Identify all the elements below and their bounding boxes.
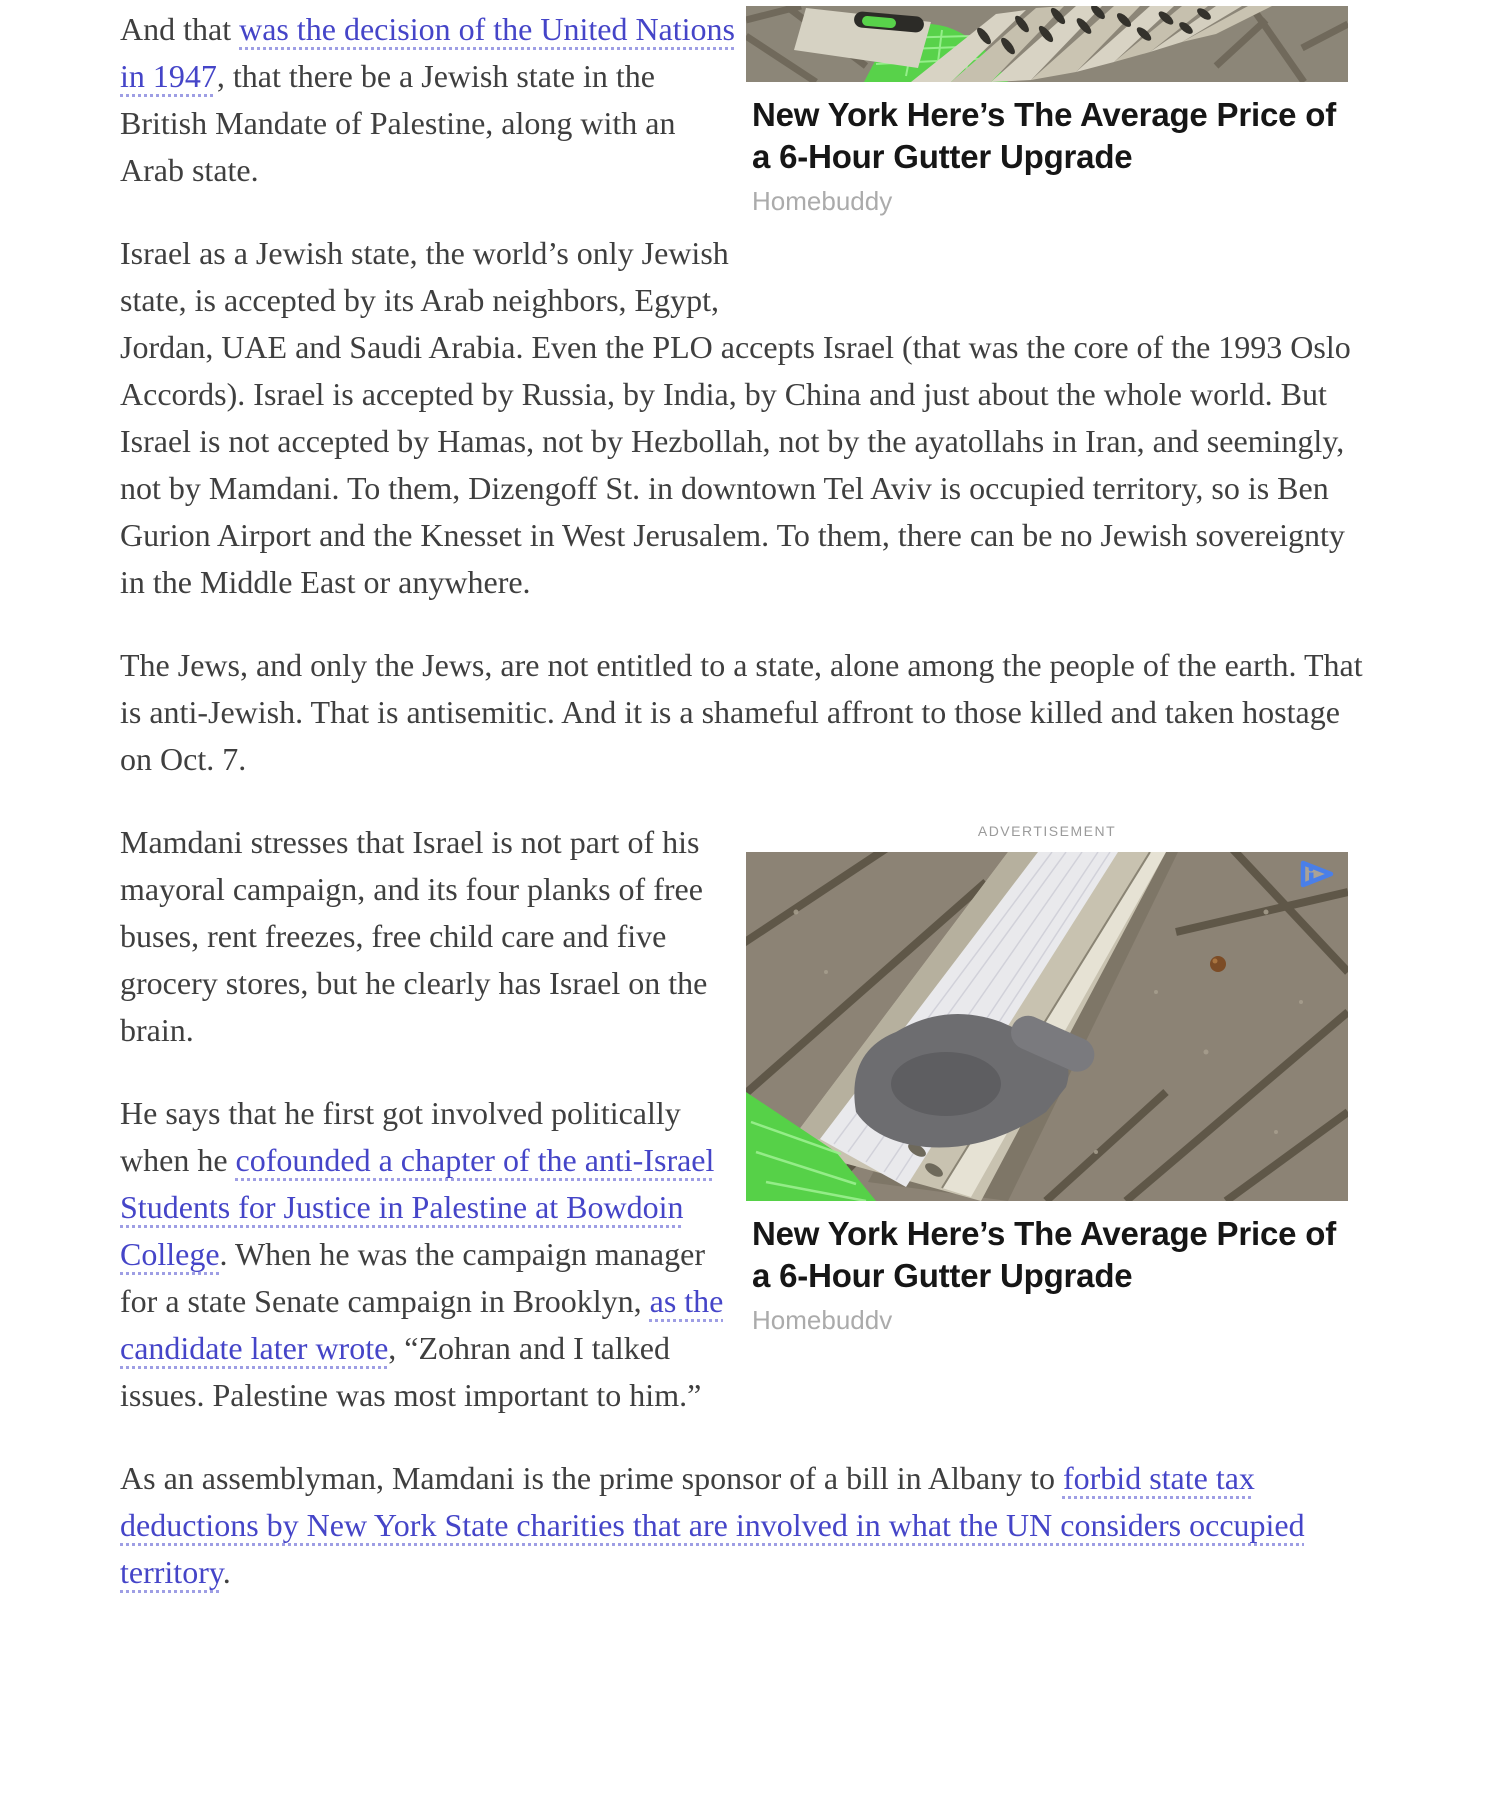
text-run: As an assemblyman, Mamdani is the prime sponsor of a bill in Albany to xyxy=(120,1460,1063,1496)
link-forbid-tax-deductions[interactable]: forbid state tax deductions by New York State charities that are involved in what the UN considers occupied territory xyxy=(120,1460,1305,1590)
paragraph-2 xyxy=(120,230,1370,606)
ad-headline[interactable]: New York Here’s The Average Price of a 6-Hour Gutter Upgrade xyxy=(752,96,1336,175)
pebble xyxy=(1210,956,1226,972)
text-run: The Jews, and only the Jews, are not entitled to a state, alone among the people of the earth. That is anti-Jewish. That is antisemitic. And it is a shameful affront to those killed and taken hostage on Oct. 7. xyxy=(120,647,1363,777)
text-run: Mamdani stresses that Israel is not part of his mayoral campaign, and its four planks of free buses, rent freezes, free child care and five grocery stores, but he clearly has Israel on the brain. xyxy=(120,824,708,1048)
link-un-decision-1947[interactable]: was the decision of the United Nations in 1947 xyxy=(120,11,735,94)
ad-sponsor[interactable]: Homebuddv xyxy=(752,1305,893,1335)
ad-unit-advertisement[interactable] xyxy=(740,819,1370,1335)
paragraph-6 xyxy=(120,1455,1370,1596)
ad-unit-top[interactable] xyxy=(740,6,1370,216)
ad-photo-gutter-bottom[interactable] xyxy=(746,852,1348,1201)
paragraph-3 xyxy=(120,642,1370,783)
paragraph-1 xyxy=(120,6,1370,216)
text-run: . xyxy=(222,1554,231,1590)
ad-headline[interactable]: New York Here’s The Average Price of a 6-Hour Gutter Upgrade xyxy=(752,1215,1336,1294)
advertisement-label: ADVERTISEMENT xyxy=(977,823,1117,839)
ad-photo-gutter-top[interactable] xyxy=(746,6,1348,82)
link-sjp-bowdoin[interactable]: cofounded a chapter of the anti-Israel Students for Justice in Palestine at Bowdoin College xyxy=(120,1142,715,1272)
text-run: And that xyxy=(120,11,240,47)
text-run: , “Zohran and I talked issues. Palestine was most important to him.” xyxy=(120,1330,702,1413)
text-run: He says that he first got involved politically when he xyxy=(120,1095,681,1178)
text-run: . When he was the campaign manager for a state Senate campaign in Brooklyn, xyxy=(120,1236,705,1319)
text-run: Israel as a Jewish state, the world’s only Jewish state, is accepted by its Arab neighbors, Egypt, Jordan, UAE and Saudi Arabia. Even the PLO accepts Israel (that was the core of the 1993 Oslo Accords). Israel is accepted by Russia, by India, by China and just about the whole world. But Israel is not accepted by Hamas, not by Hezbollah, not by the ayatollahs in Iran, and seemingly, not by Mamdani. To them, Dizengoff St. in downtown Tel Aviv is occupied territory, so is Ben Gurion Airport and the Knesset in West Jerusalem. To them, there can be no Jewish sovereignty in the Middle East or anywhere. xyxy=(120,235,1351,600)
ad-sponsor[interactable]: Homebuddy xyxy=(752,186,893,216)
link-candidate-later-wrote[interactable]: as the candidate later wrote xyxy=(120,1283,724,1366)
text-run: , that there be a Jewish state in the British Mandate of Palestine, along with an Arab state. xyxy=(120,58,676,188)
